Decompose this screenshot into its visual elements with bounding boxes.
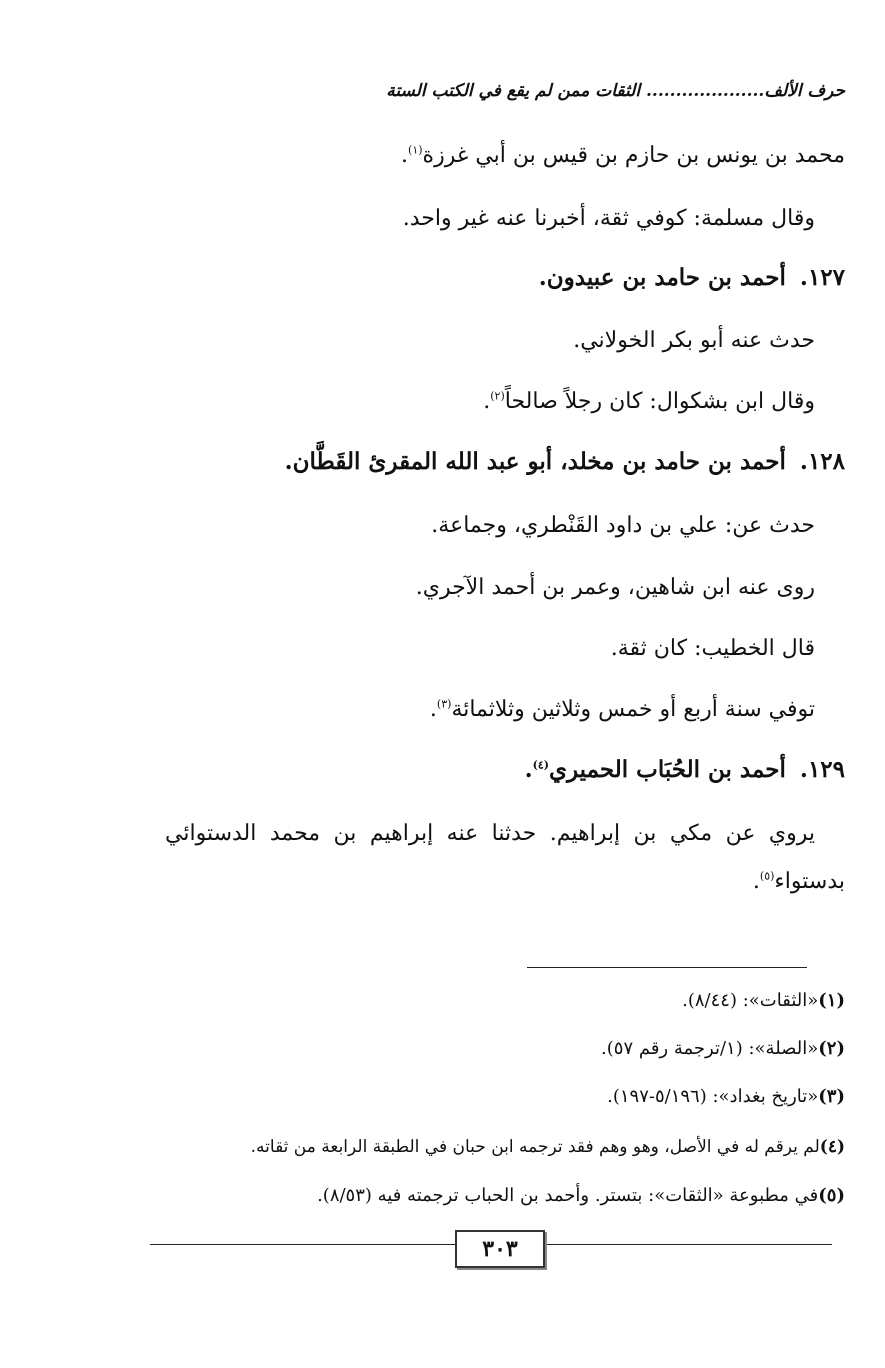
text-line: حدث عن: علي بن داود القَنْطري، وجماعة. [431, 513, 815, 538]
header-book-title: الثقات ممن لم يقع في الكتب الستة [386, 81, 641, 101]
footnote: (١)«الثقات»: (٨/٤٤). [682, 990, 845, 1011]
footnote-marker: (٢) [490, 389, 505, 403]
entry-heading [40, 446, 845, 478]
entry-name: أحمد بن حامد بن عبيدون. [538, 264, 786, 291]
text-line: حدث عنه أبو بكر الخولاني. [573, 328, 815, 353]
running-header [185, 78, 845, 104]
text-line: محمد بن يونس بن حازم بن قيس بن أبي غرزة$^{(١)}$. [401, 143, 845, 168]
footnote-marker: (١) [408, 143, 423, 157]
footnote: (٥)في مطبوعة «الثقات»: بتستر. وأحمد بن الحباب ترجمته فيه (٨/٥٣). [317, 1185, 845, 1206]
entry-name: أحمد بن حامد بن مخلد، أبو عبد الله المقرئ القَطَّان. [284, 448, 786, 475]
text-line: روى عنه ابن شاهين، وعمر بن أحمد الآجري. [415, 575, 815, 600]
footnote-separator [527, 967, 807, 968]
text-line: بدستواء$^{(٥)}$. [752, 869, 845, 894]
text-line: قال الخطيب: كان ثقة. [610, 636, 815, 661]
footnote: (٣)«تاريخ بغداد»: (٥/١٩٦-١٩٧). [607, 1086, 845, 1107]
entry-heading: ١٢٩.أحمد بن الحُبَاب الحميري$^{(٤)}$. [524, 756, 845, 783]
entry-number: ١٢٩. [799, 756, 845, 783]
footnote: (٢)«الصلة»: (١/ترجمة رقم ٥٧). [601, 1038, 845, 1059]
footnote-marker: (٣) [436, 697, 452, 711]
entry-name: أحمد بن الحُبَاب الحميري [548, 756, 786, 783]
entry-number: ١٢٧. [799, 264, 845, 291]
entry-number: ١٢٨. [799, 448, 845, 475]
footnote-marker: (٤) [532, 758, 549, 772]
text-line: وقال ابن بشكوال: كان رجلاً صالحاً$^{(٢)}$. [483, 389, 815, 414]
header-chapter: حرف الألف [764, 81, 845, 101]
footnote: (٤)لم يرقم له في الأصل، وهو وهم فقد ترجمه ابن حبان في الطبقة الرابعة من ثقاته. [250, 1137, 845, 1157]
text-line: وقال مسلمة: كوفي ثقة، أخبرنا عنه غير واحد. [402, 206, 815, 231]
entry-heading [40, 262, 845, 294]
text-line: يروي عن مكي بن إبراهيم. حدثنا عنه إبراهيم بن محمد الدستوائي [165, 821, 815, 846]
page-number: ٣٠٣ [455, 1230, 545, 1268]
header-dots: .................... [645, 81, 765, 101]
text-line: توفي سنة أربع أو خمس وثلاثين وثلاثمائة$^{(٣)}$. [429, 697, 815, 722]
footnote-marker: (٥) [759, 869, 775, 883]
